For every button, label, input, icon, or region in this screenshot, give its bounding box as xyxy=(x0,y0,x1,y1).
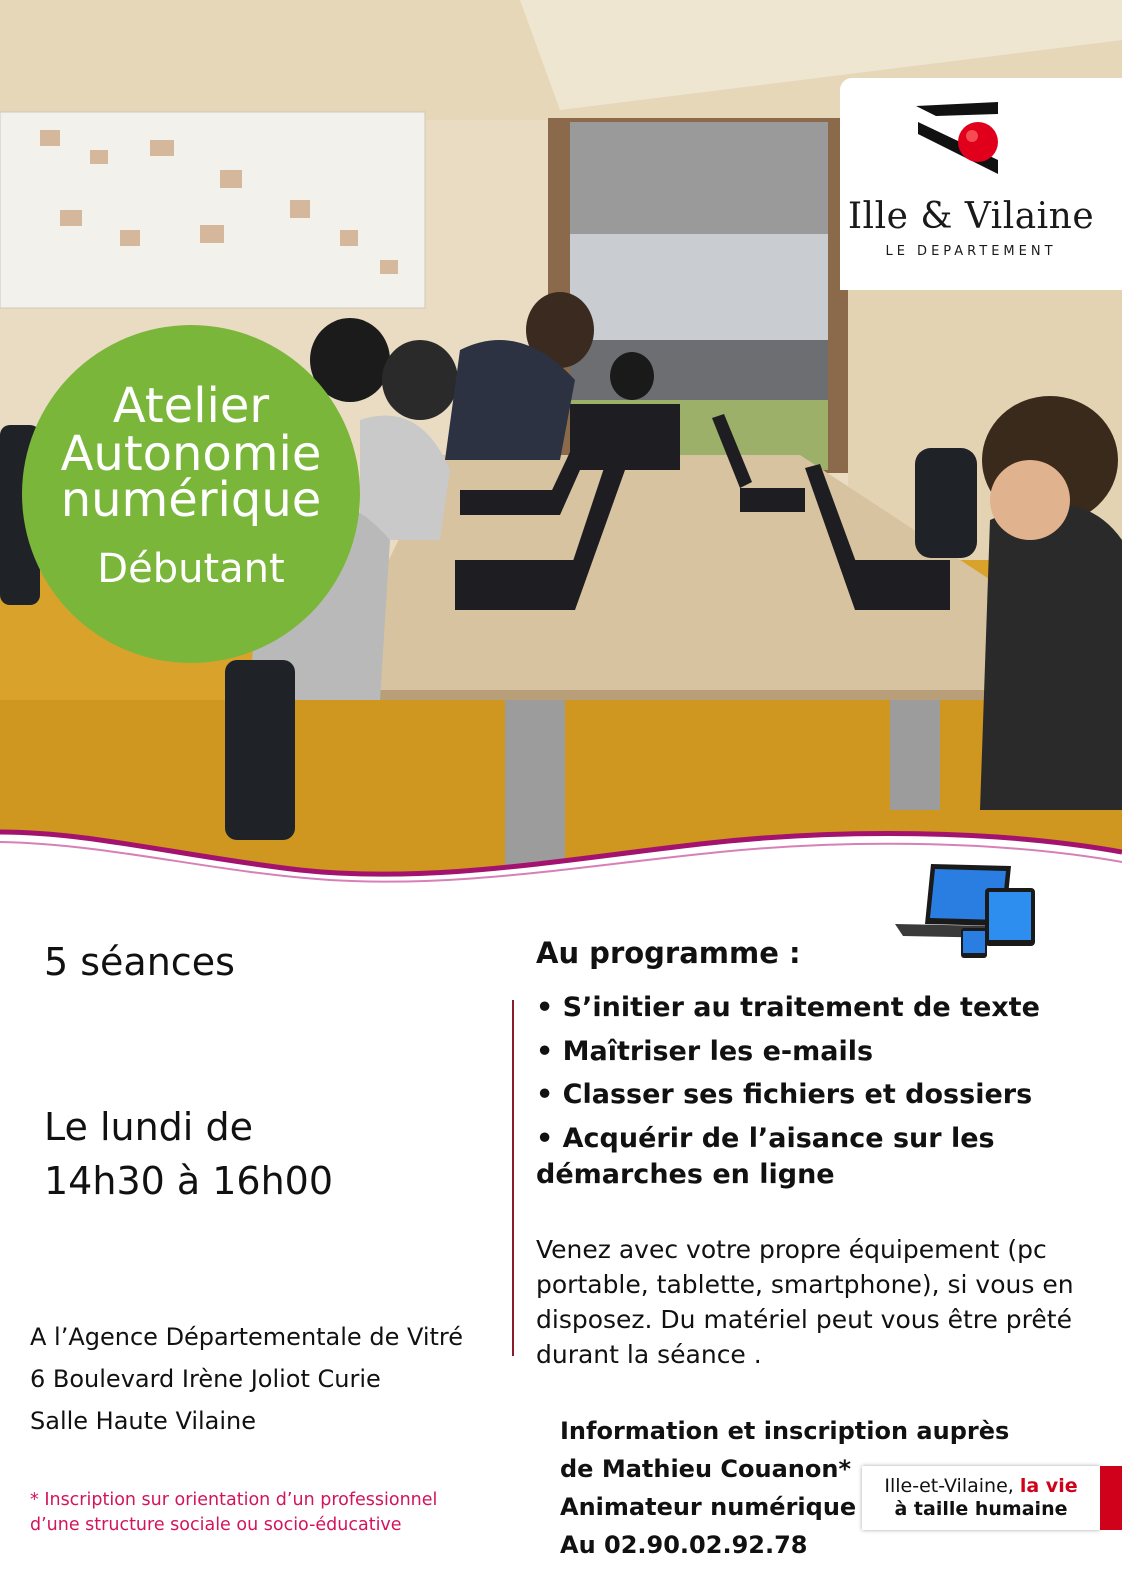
program-item: • Classer ses fichiers et dossiers xyxy=(536,1079,1033,1110)
workshop-title-badge xyxy=(22,325,360,663)
contact-line-2: de Mathieu Couanon* xyxy=(560,1455,851,1483)
registration-footnote xyxy=(30,1488,437,1538)
footnote-line-1: * Inscription sur orientation d’un professionnel xyxy=(30,1490,438,1510)
program-item: • Acquérir de l’aisance sur les démarches en ligne xyxy=(536,1122,995,1190)
schedule xyxy=(44,1100,333,1208)
badge-line-2: Autonomie xyxy=(60,426,322,482)
program-list xyxy=(536,990,1076,1200)
departement-emblem-icon xyxy=(916,102,1012,192)
schedule-time: 14h30 à 16h00 xyxy=(44,1159,334,1203)
slogan-part-3: à taille humaine xyxy=(894,1498,1068,1520)
contact-phone: Au 02.90.02.92.78 xyxy=(560,1531,808,1559)
logo-name: Ille & Vilaine xyxy=(847,196,1095,237)
program-title: Au programme : xyxy=(536,936,801,970)
equipment-note: Venez avec votre propre équipement (pc portable, tablette, smartphone), si vous en disposez. Du matériel peut vous être prêté durant la séance . xyxy=(536,1235,1074,1369)
contact-line-3: Animateur numérique xyxy=(560,1493,857,1521)
address-line-2: 6 Boulevard Irène Joliot Curie xyxy=(30,1365,381,1393)
badge-line-3: numérique xyxy=(60,472,322,528)
session-count: 5 séances xyxy=(44,940,235,984)
slogan-part-2: la vie xyxy=(1019,1475,1078,1497)
program-item: • S’initier au traitement de texte xyxy=(536,992,1040,1023)
address-line-1: A l’Agence Départementale de Vitré xyxy=(30,1323,464,1351)
column-divider xyxy=(512,1000,514,1356)
program-item: • Maîtriser les e-mails xyxy=(536,1035,874,1067)
schedule-day: Le lundi de xyxy=(44,1105,253,1149)
logo-subtitle: LE DEPARTEMENT xyxy=(885,244,1057,259)
address xyxy=(30,1316,463,1442)
contact-line-1: Information et inscription auprès xyxy=(560,1417,1010,1445)
address-line-3: Salle Haute Vilaine xyxy=(30,1407,257,1435)
slogan-box xyxy=(862,1466,1100,1530)
badge-line-1: Atelier xyxy=(112,378,270,434)
ille-et-vilaine-logo xyxy=(840,78,1122,290)
badge-level: Débutant xyxy=(97,546,285,592)
laptop-tablet-phone-icon xyxy=(893,860,1038,960)
footnote-line-2: d’une structure sociale ou socio-éducative xyxy=(30,1515,402,1535)
slogan-accent-bar xyxy=(1100,1466,1122,1530)
slogan-part-1: Ille-et-Vilaine, xyxy=(884,1475,1020,1497)
